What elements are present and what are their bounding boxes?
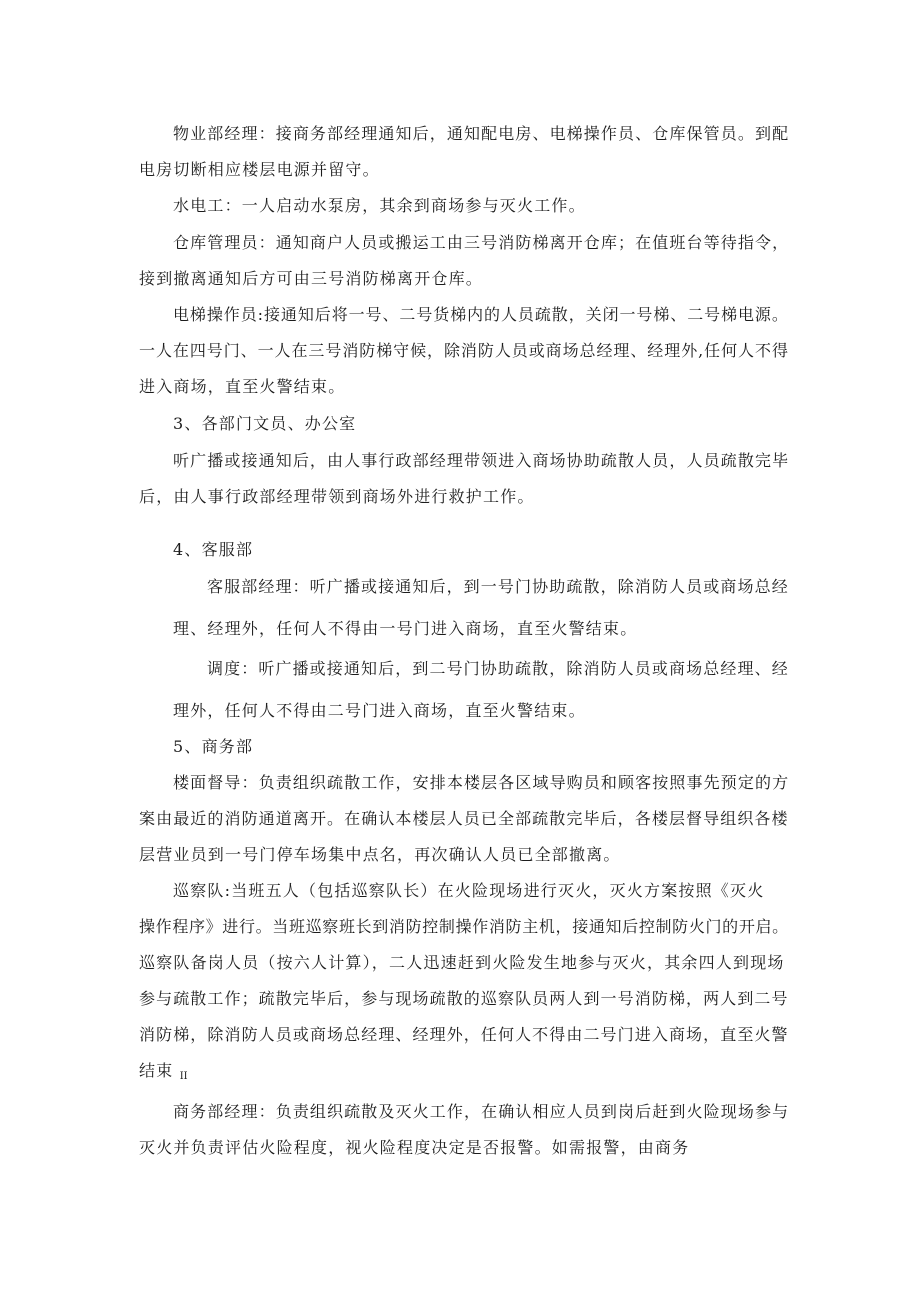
text-line: 听广播或接通知后，由人事行政部经理带领进入商场协助疏散人员，人员疏散完毕 (173, 451, 790, 470)
text-line: 楼面督导：负责组织疏散工作，安排本楼层各区域导购员和顾客按照事先预定的方 (173, 773, 790, 792)
text-line: 水电工：一人启动水泵房，其余到商场参与灭火工作。 (173, 196, 586, 215)
paragraph-dispatch (139, 648, 789, 732)
text-line: 进入商场，直至火警结束。 (139, 377, 346, 396)
text-line: 一人在四号门、一人在三号消防梯守候，除消防人员或商场总经理、经理外,任何人不得 (139, 341, 789, 360)
paragraph-property-manager (139, 116, 789, 188)
paragraph-electrician (139, 188, 789, 224)
text-line: 电梯操作员:接通知后将一号、二号货梯内的人员疏散，关闭一号梯、二号梯电源。 (173, 305, 789, 324)
section-heading-3: 3、各部门文员、办公室 (173, 414, 357, 433)
text-line: 消防梯，除消防人员或商场总经理、经理外，任何人不得由二号门进入商场，直至火警 (139, 1025, 789, 1044)
text-line: 参与疏散工作；疏散完毕后，参与现场疏散的巡察队员两人到一号消防梯，两人到二号 (139, 989, 789, 1008)
text-line: 理外，任何人不得由二号门进入商场，直至火警结束。 (173, 701, 586, 720)
text-line: 电房切断相应楼层电源并留守。 (139, 160, 380, 179)
paragraph-commerce-manager (139, 1094, 789, 1166)
text-line: 理、经理外，任何人不得由一号门进入商场，直至火警结束。 (173, 619, 638, 638)
text-line: 客服部经理：听广播或接通知后，到一号门协助疏散，除消防人员或商场总经 (207, 577, 789, 596)
text-fragment: 结束 (139, 1061, 174, 1080)
paragraph-elevator-operator (139, 297, 789, 405)
paragraph-patrol-team (139, 873, 789, 1095)
paragraph-warehouse-manager (139, 225, 789, 297)
paragraph-customer-service (139, 566, 789, 650)
text-line: 巡察队:当班五人（包括巡察队长）在火险现场进行灭火，灭火方案按照《灭火 (173, 881, 765, 900)
text-line: 物业部经理：接商务部经理通知后，通知配电房、电梯操作员、仓库保管员。到配 (173, 124, 790, 143)
text-line: 后，由人事行政部经理带领到商场外进行救护工作。 (139, 487, 535, 506)
section-heading-5: 5、商务部 (173, 737, 254, 756)
text-line: 灭火并负责评估火险程度，视火险程度决定是否报警。如需报警，由商务 (139, 1138, 690, 1157)
text-line (139, 1053, 789, 1095)
section-heading-4: 4、客服部 (173, 540, 254, 559)
text-line: 仓库管理员：通知商户人员或搬运工由三号消防梯离开仓库；在值班台等待指令， (173, 233, 790, 252)
paragraph-clerks (139, 443, 789, 515)
text-line: 接到撤离通知后方可由三号消防梯离开仓库。 (139, 269, 484, 288)
text-line: 层营业员到一号门停车场集中点名，再次确认人员已全部撤离。 (139, 845, 621, 864)
paragraph-floor-supervisor (139, 765, 789, 873)
text-line: 巡察队备岗人员（按六人计算），二人迅速赶到火险发生地参与灭火，其余四人到现场 (139, 953, 785, 972)
text-line: 案由最近的消防通道离开。在确认本楼层人员已全部疏散完毕后，各楼层督导组织各楼 (139, 809, 789, 828)
text-line: 商务部经理：负责组织疏散及灭火工作，在确认相应人员到岗后赶到火险现场参与 (173, 1102, 790, 1121)
text-line: 调度：听广播或接通知后，到二号门协助疏散，除消防人员或商场总经理、经 (207, 659, 789, 678)
footnote-mark: II (179, 1071, 188, 1082)
text-line: 操作程序》进行。当班巡察班长到消防控制操作消防主机，接通知后控制防火门的开启。 (139, 917, 789, 936)
